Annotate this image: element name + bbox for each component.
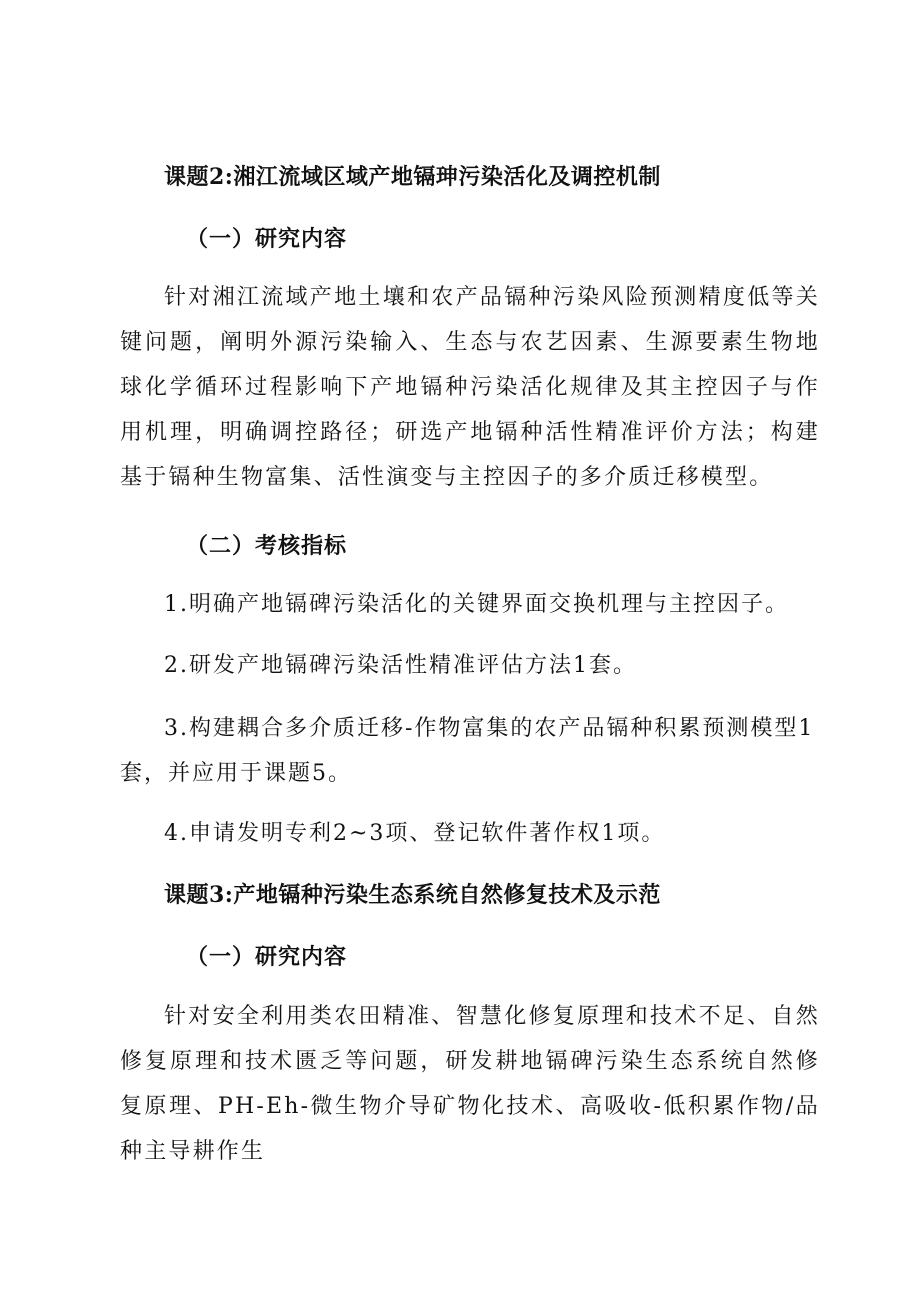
topic2-assessment-heading: （二）考核指标 bbox=[186, 533, 348, 559]
topic2-research-heading: （一）研究内容 bbox=[186, 226, 348, 252]
topic3-title: 课题3:产地镉种污染生态系统自然修复技术及示范 bbox=[164, 882, 661, 908]
topic2-research-paragraph: 针对湘江流域产地土壤和农产品镉种污染风险预测精度低等关键问题，阐明外源污染输入、生态与农艺因素、生源要素生物地球化学循环过程影响下产地镉种污染活化规律及其主控因子与作用机理，明确调控路径；研选产地镉种活性精准评价方法；构建基于镉种生物富集、活性演变与主控因子的多介质迁移模型。 bbox=[120, 285, 820, 490]
topic3-research-heading: （一）研究内容 bbox=[186, 944, 348, 970]
topic2-title: 课题2:湘江流域区域产地镉珅污染活化及调控机制 bbox=[164, 164, 661, 190]
assessment-item-4: 4.申请发明专利2~3项、登记软件著作权1项。 bbox=[164, 821, 666, 846]
assessment-item-2: 2.研发产地镉碑污染活性精准评估方法1套。 bbox=[164, 653, 637, 678]
assessment-item-1: 1.明确产地镉碑污染活化的关键界面交换机理与主控因子。 bbox=[164, 592, 789, 617]
topic3-research-paragraph: 针对安全利用类农田精准、智慧化修复原理和技术不足、自然修复原理和技术匮乏等问题，研发耕地镉碑污染生态系统自然修复原理、PH-Eh-微生物介导矿物化技术、高吸收-低积累作物/品种主导耕作生 bbox=[120, 1004, 820, 1164]
assessment-item-3: 3.构建耦合多介质迁移-作物富集的农产品镉种积累预测模型1套，并应用于课题5。 bbox=[120, 716, 815, 786]
